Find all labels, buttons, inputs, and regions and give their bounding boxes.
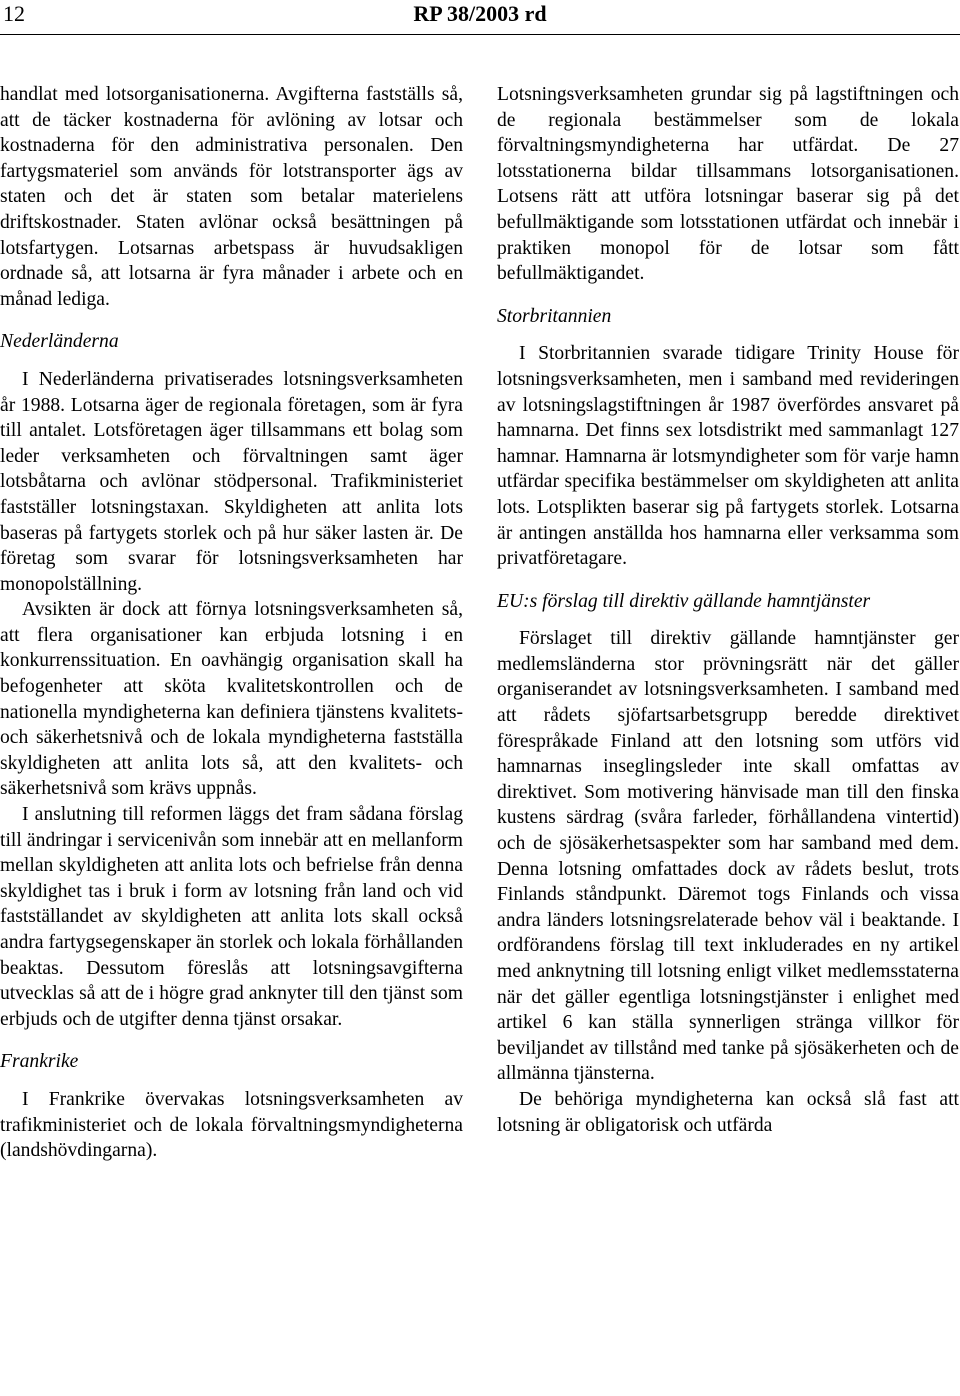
section-heading-nederlanderna: Nederländerna <box>0 331 119 353</box>
document-reference: RP 38/2003 rd <box>413 1 547 26</box>
paragraph: Förslaget till direktiv gällande hamntjänster ger medlemsländerna stor prövningsrätt när det gäller organiserandet av lotsningsverksamheten. I samband med att rådets sjöfartsarbetsgrupp beredde direktivet förespråkade Finland att den lotsning som utförs vid hamnarnas inseglingsleder inte skall omfattas av direktivet. Som motivering hänvisade man till den finska kustens särdrag (svåra farleder, förhållandena vintertid) och de sjösäkerhetsaspekter som har samband med dem. Denna lotsning omfattades dock av rådets beslut, trots Finlands ståndpunkt. Däremot togs Finlands och vissa andra länders lotsningsrelaterade behov väl i beaktande. I ordförandens förslag till text inkluderades en ny artikel med anknytning till lotsning enligt vilket medlemsstaterna när det gäller egentliga lotsningstjänster i enlighet med artikel 6 kan ställa synnerligen stränga villkor för beviljandet av tillstånd med tanke på sjösäkerheten och de allmänna tjänsterna. <box>497 628 959 1085</box>
header-divider <box>0 34 960 35</box>
paragraph: I anslutning till reformen läggs det fram sådana förslag till ändringar i servicenivån som innebär att en mellanform mellan skyldigheten att anlita lots och befrielse från denna skyldighet tas i bruk i form av lotsning från land och vid fastställandet av skyldigheten att anlita lots skall också andra fartygsegenskaper än storlek och lokala förhållanden beaktas. Dessutom föreslås att lotsningsavgifterna utvecklas så att de i högre grad anknyter till den tjänst som erbjuds och de utgifter denna tjänst orsakar. <box>0 804 463 1030</box>
page-header <box>0 0 960 30</box>
paragraph: Avsikten är dock att förnya lotsningsverksamheten så, att flera organisationer kan erbjuda lotsning i en konkurrenssituation. En oavhängig organisation skall ha befogenheter att sköta kvalitetskontrollen och de nationella myndigheterna kan definiera tjänstens kvalitets- och säkerhetsnivå och de lokala myndigheterna fastställa skyldigheten att anlita lots så, att den kvalitets- och säkerhetsnivå som krävs uppnås. <box>0 599 463 800</box>
right-column <box>497 82 959 1138</box>
paragraph: I Nederländerna privatiserades lotsningsverksamheten år 1988. Lotsarna äger de regionala företagen, som är fyra till antalet. Lotsföretagen äger tillsammans ett bolag som leder verksamheten och förvaltningen samt äger lotsbåtarna och avlönar stödpersonal. Trafikministeriet fastställer lotsningstaxan. Skyldigheten att anlita lots baseras på fartygets storlek och på hur säker lasten är. De företag som svarar för lotsningsverksamheten har monopolställning. <box>0 368 463 595</box>
paragraph: De behöriga myndigheterna kan också slå fast att lotsning är obligatorisk och utfärda <box>497 1088 959 1136</box>
paragraph: I Frankrike övervakas lotsningsverksamheten av trafikministeriet och de lokala förvaltningsmyndigheterna (landshövdingarna). <box>0 1088 463 1162</box>
paragraph: handlat med lotsorganisationerna. Avgifterna fastställs så, att de täcker kostnaderna för avlöning av lotsar och kostnaderna för den administrativa personalen. Den fartygsmateriel som används för lotstransporter ägs av staten och det är staten som betalar materielens driftskostnader. Staten avlönar också besättningen på lotsfartygen. Lotsarnas arbetspass är huvudsakligen ordnade så, att lotsarna är fyra månader i arbete och en månad lediga. <box>0 84 463 310</box>
left-column <box>0 82 463 1164</box>
paragraph: Lotsningsverksamheten grundar sig på lagstiftningen och de regionala bestämmelser som de lokala förvaltningsmyndigheterna har utfärdat. De 27 lotsstationerna bildar tillsammans lotsorganisationen. Lotsens rätt att utföra lotsningar baserar sig på det befullmäktigande som lotsstationen utfärdat och innebär i praktiken monopol för de lotsar som fått befullmäktigandet. <box>497 84 959 285</box>
section-heading-storbritannien: Storbritannien <box>497 305 612 327</box>
page-number: 12 <box>3 1 25 26</box>
section-heading-eu-directive: EU:s förslag till direktiv gällande hamntjänster <box>497 590 871 612</box>
paragraph: I Storbritannien svarade tidigare Trinity House för lotsningsverksamheten, men i samband med revideringen av lotsningslagstiftningen år 1987 överfördes ansvaret på hamnarna. Det finns sex lotsdistrikt med sammanlagt 127 hamnar. Hamnarna är lotsmyndigheter som för varje hamn utfärdar specifika bestämmelser om skyldigheten att anlita lots. Lotsplikten baserar sig på fartygets storlek. Lotsarna är antingen anställda hos hamnarna eller verksamma som privatföretagare. <box>497 343 959 570</box>
section-heading-frankrike: Frankrike <box>0 1051 79 1073</box>
